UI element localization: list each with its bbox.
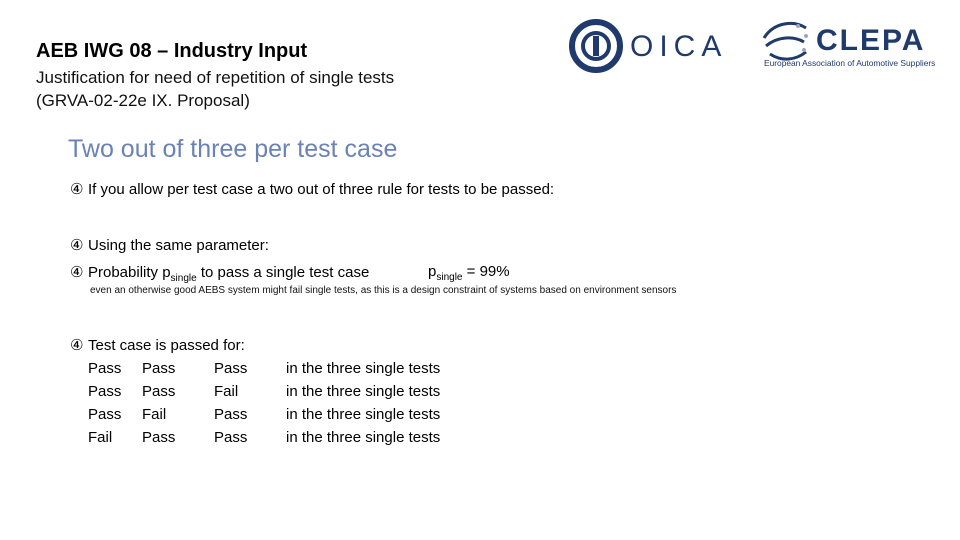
result-description: in the three single tests — [286, 406, 441, 423]
result-description: in the three single tests — [286, 360, 441, 377]
clepa-logo — [760, 16, 950, 72]
result-test-1: Fail — [88, 429, 113, 446]
table-row — [84, 357, 440, 380]
bullet-same-parameter — [70, 236, 269, 254]
slide-title: AEB IWG 08 – Industry Input — [36, 40, 308, 62]
result-test-3: Pass — [214, 429, 248, 446]
bullet-icon: ④ — [70, 237, 84, 254]
subtitle-line-1: Justification for need of repetition of single tests — [36, 68, 395, 87]
table-row — [84, 380, 440, 403]
result-test-3: Pass — [214, 360, 248, 377]
result-test-2: Fail — [142, 406, 167, 423]
bullet-icon: ④ — [70, 181, 84, 198]
result-test-3: Fail — [214, 383, 239, 400]
sensor-constraint-note: even an otherwise good AEBS system might fail single tests, as this is a design constraint of systems based on environment sensors — [90, 285, 677, 296]
results-table — [84, 357, 440, 449]
probability-value: $p_{single} = 99\%$ — [428, 263, 510, 283]
result-test-2: Pass — [142, 429, 176, 446]
result-test-3: Pass — [214, 406, 248, 423]
bullet-icon: ④ — [70, 337, 84, 354]
result-test-1: Pass — [88, 360, 122, 377]
bullet-same-parameter-text: Using the same parameter: — [88, 237, 269, 254]
table-row — [84, 403, 440, 426]
bullet-icon: ④ — [70, 264, 84, 281]
oica-logo-text: OICA — [630, 30, 728, 63]
bullet-rule — [70, 180, 554, 198]
clepa-tagline: European Association of Automotive Suppliers — [764, 58, 936, 68]
oica-logo — [566, 16, 746, 76]
result-description: in the three single tests — [286, 383, 441, 400]
result-test-1: Pass — [88, 406, 122, 423]
probability-subscript: single — [170, 273, 197, 284]
subtitle-line-2: (GRVA-02-22e IX. Proposal) — [36, 91, 250, 110]
clepa-logo-text: CLEPA — [816, 24, 926, 57]
table-row — [84, 426, 440, 449]
result-test-2: Pass — [142, 383, 176, 400]
result-test-1: Pass — [88, 383, 122, 400]
bullet-rule-text: If you allow per test case a two out of three rule for tests to be passed: — [88, 181, 555, 198]
probability-suffix: to pass a single test case — [196, 264, 370, 281]
section-title: Two out of three per test case — [68, 135, 398, 163]
probability-prefix: Probability p — [88, 264, 171, 281]
slide-subtitle — [36, 66, 394, 112]
bullet-test-case — [70, 336, 245, 354]
bullet-probability — [70, 263, 530, 284]
result-description: in the three single tests — [286, 429, 441, 446]
result-test-2: Pass — [142, 360, 176, 377]
bullet-test-case-text: Test case is passed for: — [88, 337, 245, 354]
